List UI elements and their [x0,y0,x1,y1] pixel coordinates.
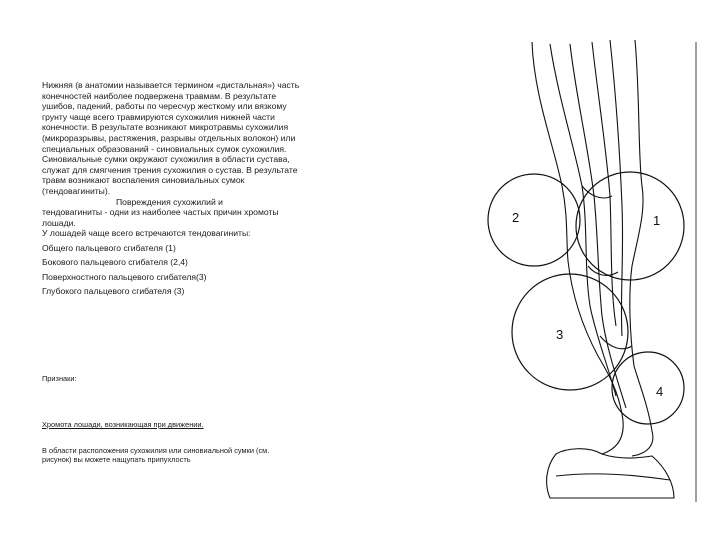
article-text [42,80,304,299]
tendovaginitis-intro: У лошадей чаще всего встречаются тендовагиниты: [42,228,251,239]
intro-paragraph: Нижняя (в анатомии называется термином «дистальная») часть конечностей наиболее подвержена травмам. В результате ушибов, падений, работы по чересчур жесткому или вязкому грунту чаще всего травмируются сухожилия нижней части конечности. В результате возникают микротравмы сухожилия (микроразрывы, растяжения, разрывы отдельных волокон) или специальных образований - синовиальных сумок сухожилия. Синовиальные сумки окружают сухожилия в области сустава, служат для смягчения трения сухожилия о сустав. В результате травм возникают воспаления синовиальных сумок (тендовагиниты). [42,80,300,196]
zone-circle-3 [512,274,628,390]
symptom-palpation: В области расположения сухожилия или синовиальной сумки (см. рисунок) вы можете нащупать припухлость [42,446,270,465]
zone-label-4: 4 [656,384,664,399]
injury-paragraph-rest: тендовагиниты - одни из наиболее частых причин хромоты лошади. [42,207,279,228]
symptom-lameness: Хромота лошади, возникающая при движении. [42,420,204,429]
leg-anatomy-figure [470,36,700,508]
tendovaginitis-list [42,241,304,299]
zone-label-3: 3 [556,327,564,342]
leg-outline [532,40,674,498]
injury-paragraph [42,197,304,229]
zone-label-1: 1 [653,213,661,228]
list-item: Глубокого пальцевого сгибателя (3) [42,286,185,297]
leg-anatomy-illustration [470,36,700,508]
injury-paragraph-first-line: Повреждения сухожилий и [116,196,223,207]
list-item: Поверхностного пальцевого сгибателя(3) [42,271,207,282]
list-item: Общего пальцевого сгибателя (1) [42,242,176,253]
signs-heading: Признаки: [42,374,77,383]
list-item: Бокового пальцевого сгибателя (2,4) [42,257,188,268]
zone-circle-1 [576,172,684,280]
zone-label-2: 2 [512,210,520,225]
